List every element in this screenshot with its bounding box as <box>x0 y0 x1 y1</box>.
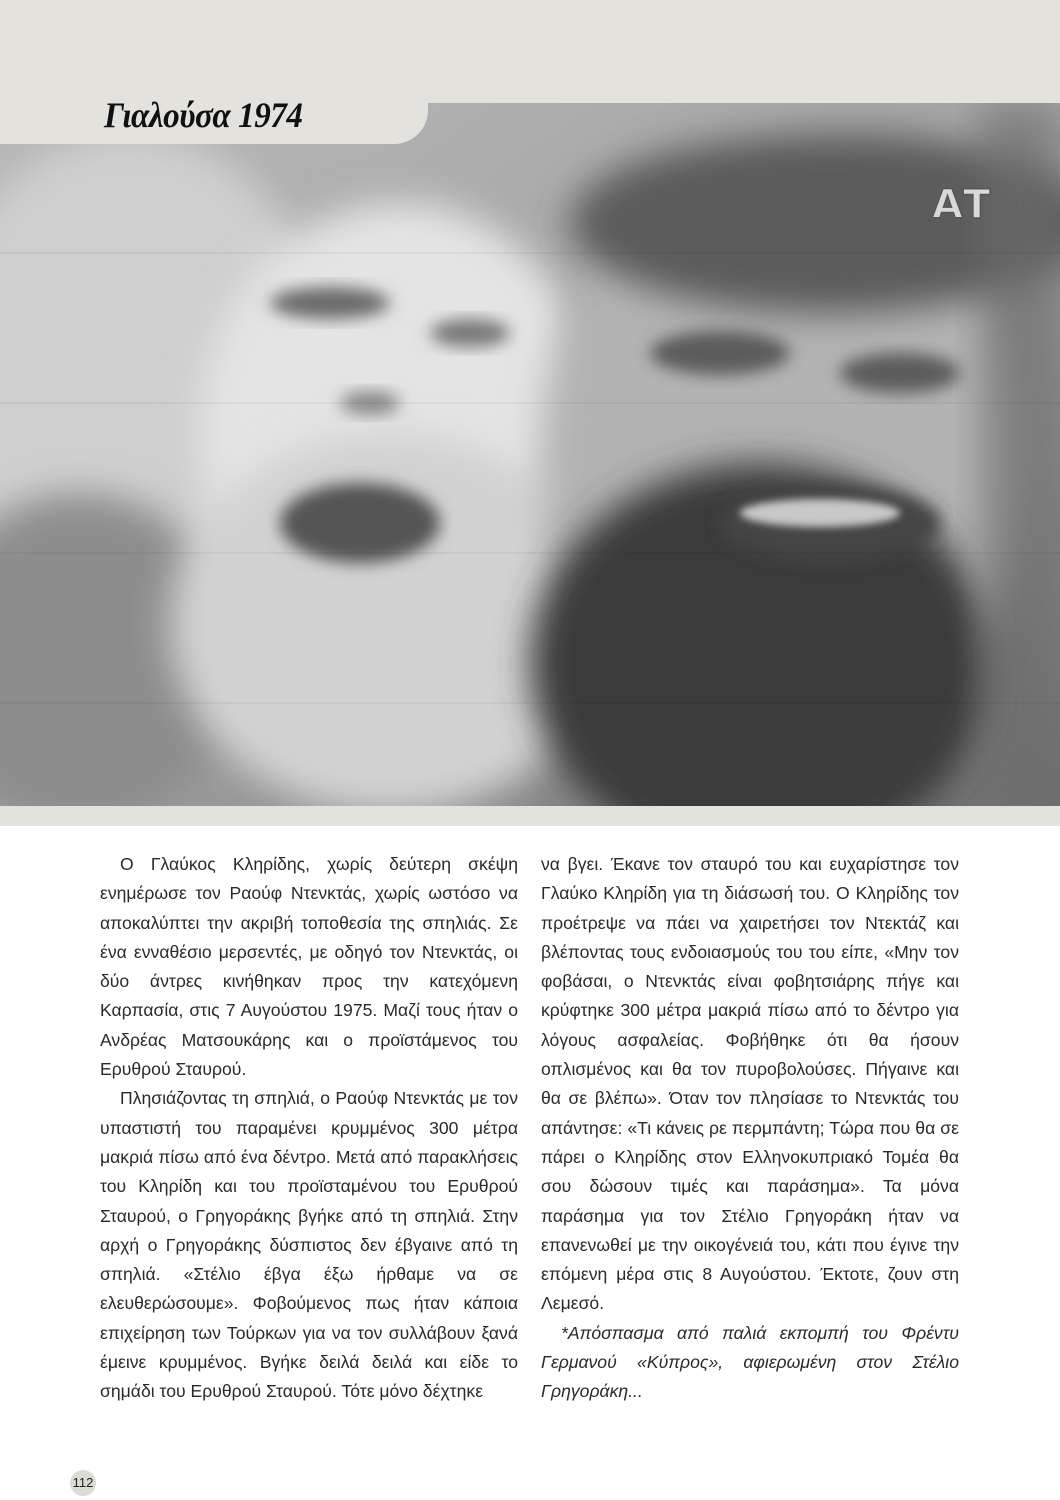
bottom-band <box>0 806 1060 826</box>
source-caption: *Απόσπασμα από παλιά εκπομπή του Φρέντυ Γερμανού «Κύπρος», αφιερωμένη στον Στέλιο Γρηγοράκη... <box>541 1322 959 1402</box>
paragraph: Ο Γλαύκος Κληρίδης, χωρίς δεύτερη σκέψη ενημέρωσε τον Ραούφ Ντενκτάς, χωρίς ωστόσο να αποκαλύπτει την ακριβή τοποθεσία της σπηλιάς. Σε ένα ενναθέσιο μερσεντές, με οδηγό τον Ντενκτάς, οι δύο άντρες κινήθηκαν προς την κατεχόμενη Καρπασία, στις 7 Αυγούστου 1975. Μαζί τους ήταν ο Ανδρέας Ματσουκάρης και ο προϊστάμενος του Ερυθρού Σταυρού. <box>100 854 518 1080</box>
svg-text:ΑΤ: ΑΤ <box>932 182 991 228</box>
title-tab <box>0 82 428 144</box>
article-column-left <box>100 850 518 1407</box>
tv-logo-icon <box>932 182 991 228</box>
page-number: 112 <box>70 1470 96 1496</box>
article-column-right <box>541 850 959 1407</box>
page-title: Γιαλούσα 1974 <box>104 95 303 135</box>
archival-photo <box>0 103 1060 806</box>
paragraph: Πλησιάζοντας τη σπηλιά, ο Ραούφ Ντενκτάς με τον υπαστιστή του παραμένει κρυμμένος 300 μέτρα μακριά πίσω από ένα δέντρο. Μετά από παρακλήσεις του Κληρίδη και του προϊσταμένου του Ερυθρού Σταυρού, ο Γρηγοράκης βγήκε από τη σπηλιά. Στην αρχή ο Γρηγοράκης δύσπιστος δεν έβγαινε από τη σπηλιά. «Στέλιο έβγα έξω ήρθαμε να σε ελευθερώσουμε». Φοβούμενος πως ήταν κάποια επιχείρηση των Τούρκων για να τον συλλάβουν ξανά έμεινε κρυμμένος. Βγήκε δειλά δειλά και είδε το σημάδι του Ερυθρού Σταυρού. Τότε μόνο δέχτηκε <box>100 1088 518 1402</box>
paragraph: να βγει. Έκανε τον σταυρό του και ευχαρίστησε τον Γλαύκο Κληρίδη για τη διάσωσή του. Ο Κληρίδης τον προέτρεψε να πάει να χαιρετήσει τον Ντεκτάζ και βλέποντας τους ενδοιασμούς του του είπε, «Μην τον φοβάσαι, ο Ντενκτάς είναι φοβητσιάρης πήγε και κρύφτηκε 300 μέτρα μακριά πίσω από το δέντρο για λόγους ασφαλείας. Φοβήθηκε ότι θα ήσουν οπλισμένος και θα τον πυροβολούσες. Πήγαινε και θα σε βλέπω». Όταν τον πλησίασε το Ντενκτάς του απάντησε: «Τι κάνεις ρε περμπάντη; Τώρα που θα σε πάρει ο Κληρίδης στον Ελληνοκυπριακό Τομέα θα σου δώσουν τιμές και παράσημα». Τα μόνα παράσημα για τον Στέλιο Γρηγοράκη ήταν να επανενωθεί με την οικογένειά του, κάτι που έγινε την επόμενη μέρα στις 8 Αυγούστου. Έκτοτε, ζουν στη Λεμεσό. <box>541 854 959 1314</box>
photo-icon <box>0 103 1060 806</box>
